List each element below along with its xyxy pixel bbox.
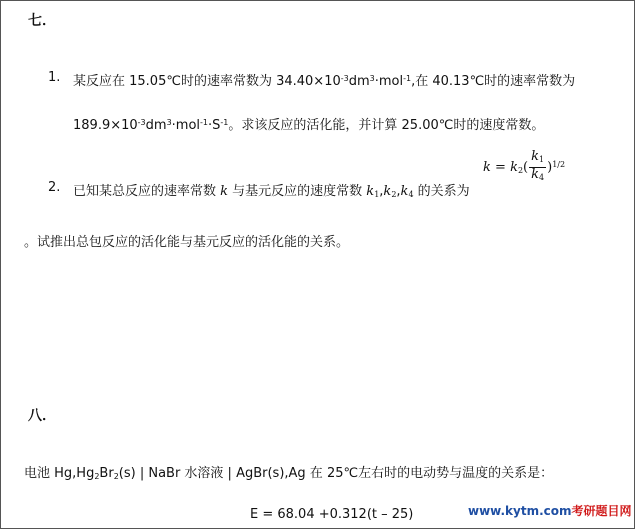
question-1-line-2: $189.9\times 10^{-3}dm^3\cdot mol^{-1}\cdot S^{-1}$。求该反应的活化能，并计算 25.00℃时的速度常数。 xyxy=(73,118,545,133)
question-1-number: 1. xyxy=(48,70,61,85)
question-2-number: 2. xyxy=(48,180,61,195)
watermark-brand: 考研题目网 xyxy=(571,504,632,518)
section-8-heading: 八． xyxy=(28,408,56,424)
cell-description: 电池 $Hg,Hg_2Br_2(s)$ | NaBr 水溶液 | AgBr(s),Ag 在 25℃左右时的电动势与温度的关系是： xyxy=(24,466,554,481)
question-2-line-1: 已知某总反应的速率常数 k 与基元反应的速度常数 $k_1,k_2,k_4$ 的关系为 xyxy=(73,184,470,199)
formula-fraction: $\frac{k_1}{k_4}$ xyxy=(531,149,545,182)
emf-equation: E = 68.04 +0.312(t – 25) xyxy=(250,507,414,522)
question-1-line-1: 某反应在 15.05℃时的速率常数为 $34.40\times 10^{-3}dm^3\cdot mol^{-1}$,在 40.13℃时的速率常数为 xyxy=(73,74,576,89)
question-2-continuation: 。试推出总包反应的活化能与基元反应的活化能的关系。 xyxy=(24,235,350,250)
watermark-url: www.kytm.com xyxy=(468,504,572,518)
section-7-heading: 七． xyxy=(28,13,56,29)
watermark xyxy=(468,502,632,519)
rate-constant-formula: $k = k_2$( $\frac{k_1}{k_4}$ )$^{1/2}$ xyxy=(483,150,565,185)
